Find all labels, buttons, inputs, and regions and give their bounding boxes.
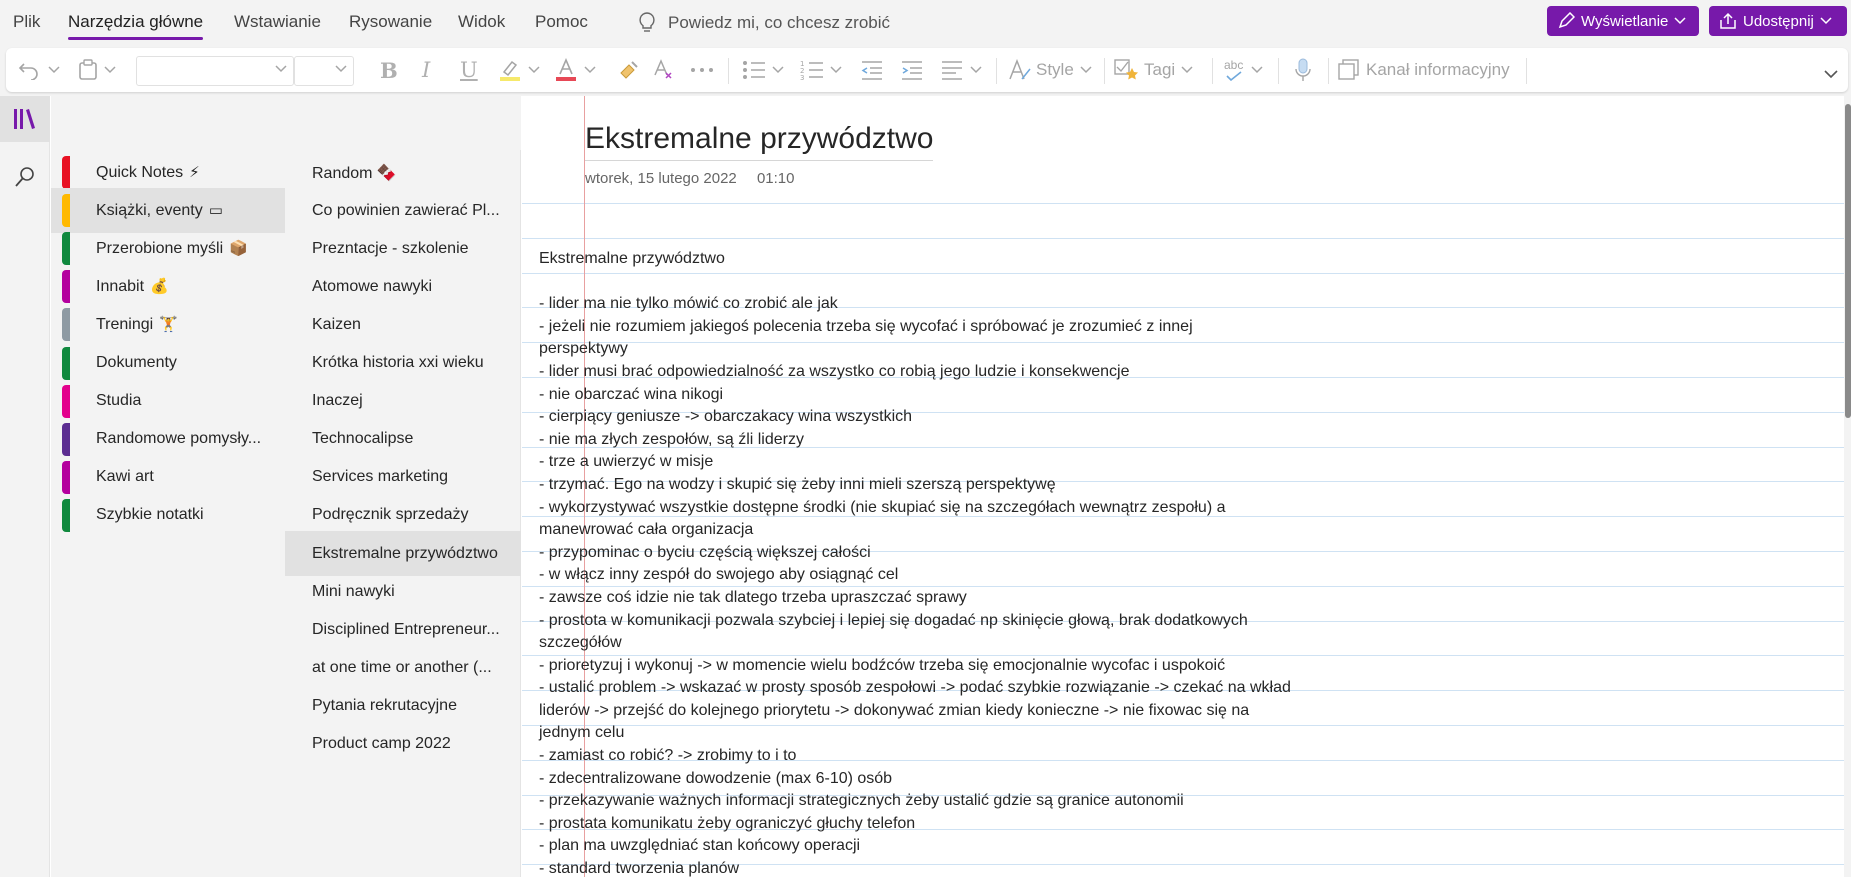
- activity-feed-button[interactable]: [1338, 58, 1510, 82]
- section-color-tab: [62, 194, 70, 227]
- separator: [728, 58, 729, 84]
- tab-wstawianie[interactable]: Wstawianie: [234, 12, 321, 31]
- page-title[interactable]: Ekstremalne przywództwo: [585, 122, 933, 161]
- chevron-down-icon: [275, 65, 287, 73]
- section-emoji: 🏋: [159, 316, 178, 334]
- section-label-text: Quick Notes: [96, 164, 184, 181]
- tags-label: Tagi: [1144, 60, 1176, 79]
- note-line: - nie obarczać wina nikogi: [539, 385, 724, 403]
- separator: [1278, 58, 1279, 84]
- numbering-button[interactable]: [800, 58, 842, 82]
- section-label-text: Innabit: [96, 278, 145, 296]
- page-time: 01:10: [756, 170, 795, 187]
- bold-button[interactable]: [380, 58, 398, 82]
- chevron-down-icon: [970, 66, 982, 74]
- highlighter-icon: [498, 58, 522, 82]
- clear-formatting-icon: [652, 59, 676, 81]
- feed-label: Kanał informacyjny: [1366, 60, 1510, 79]
- section-label-text: Przerobione myśli: [96, 240, 224, 258]
- note-heading: Ekstremalne przywództwo: [539, 250, 725, 267]
- section-label: [96, 277, 169, 296]
- format-painter-button[interactable]: [618, 58, 640, 82]
- note-line: - prioretyzuj i wykonuj -> w momencie wielu bodźców trzeba się emocjonalnie wycofac i uspokoić: [539, 656, 1226, 674]
- page-canvas[interactable]: [522, 96, 1844, 877]
- page-item[interactable]: Co powinien zawierać Pl...: [312, 201, 500, 219]
- spelling-button[interactable]: [1224, 58, 1263, 82]
- separator: [1328, 58, 1329, 84]
- collapse-ribbon-button[interactable]: [1824, 62, 1838, 86]
- font-size-select[interactable]: [294, 56, 354, 86]
- section-emoji: ⚡: [189, 164, 200, 181]
- font-color-button[interactable]: [554, 58, 596, 82]
- pages-list: [285, 150, 521, 877]
- note-line: - prostota w komunikacji pozwala szybciej i lepiej się dogadać np skinięcie głową, brak dodatkowych szczegółów: [539, 611, 1248, 652]
- highlight-button[interactable]: [498, 58, 540, 82]
- section-label-text: Książki, eventy: [96, 202, 203, 220]
- section-color-tab: [62, 308, 70, 341]
- note-line: - w włącz inny zespół do swojego aby osiągnąć cel: [539, 566, 899, 584]
- page-item[interactable]: Random 🍫: [312, 164, 397, 182]
- note-line: - lider ma nie tylko mówić co zrobić ale jak: [539, 295, 838, 313]
- svg-text:3: 3: [800, 74, 805, 81]
- section-label: [96, 506, 210, 524]
- rule-line: [522, 203, 1844, 204]
- italic-label: I: [422, 58, 431, 82]
- note-line: - trzymać. Ego na wodzy i skupić się żeby inni mieli szerszą perspektywę: [539, 475, 1056, 493]
- sections-list: [51, 96, 285, 877]
- section-label-text: Randomowe pomysły...: [96, 430, 262, 448]
- section-label: [96, 315, 178, 334]
- note-line: - cierpiący geniusze -> obarczakacy wina wszystkich: [539, 408, 913, 426]
- note-line: - standard tworzenia planów: [539, 860, 740, 877]
- page-item[interactable]: Inaczej: [312, 392, 363, 410]
- note-line: - jeżeli nie rozumiem jakiegoś polecenia trzeba się wycofać i spróbować je zrozumieć z innej perspektywy: [539, 317, 1193, 358]
- more-icon: [690, 67, 714, 73]
- share-button[interactable]: [1709, 6, 1847, 36]
- section-color-tab: [62, 347, 70, 380]
- chevron-down-icon: [830, 66, 842, 74]
- chevron-down-icon: [1080, 66, 1092, 74]
- ribbon-panel: [6, 48, 1848, 92]
- note-line: - wykorzystywać wszystkie dostępne środki (nie skupiać się na szczegółach wewnątrz zespołu) a manewrować cała organizacja: [539, 498, 1226, 539]
- section-emoji: 💰: [150, 278, 169, 296]
- scroll-thumb[interactable]: [1845, 104, 1851, 418]
- library-icon: [12, 107, 38, 131]
- note-line: - plan ma uwzględniać stan końcowy operacji: [539, 837, 861, 855]
- ribbon: [0, 44, 1851, 96]
- section-color-tab: [62, 423, 70, 456]
- note-container[interactable]: [539, 248, 1439, 877]
- rule-line: [522, 238, 1844, 239]
- page-item[interactable]: at one time or another (...: [312, 658, 492, 676]
- section-color-tab: [62, 156, 70, 189]
- bold-label: B: [380, 57, 398, 83]
- view-mode-button[interactable]: [1547, 6, 1699, 36]
- separator: [1212, 58, 1213, 84]
- microphone-icon: [1294, 58, 1312, 82]
- section-item[interactable]: [51, 493, 285, 538]
- page-item[interactable]: Product camp 2022: [312, 735, 451, 752]
- font-family-select[interactable]: [136, 56, 294, 86]
- chevron-down-icon: [104, 66, 116, 74]
- separator: [996, 58, 997, 84]
- underline-label: U: [460, 58, 478, 82]
- styles-icon: [1008, 59, 1032, 81]
- section-label: [96, 163, 200, 182]
- section-label: [96, 392, 147, 410]
- bullets-button[interactable]: [742, 58, 784, 82]
- undo-button[interactable]: [18, 58, 60, 82]
- note-line: - ustalić problem -> wskazać w prosty sposób zespołowi -> podać szybkie rozwiązanie -> czekać na wkład liderów -> przejść do kolejnego priorytetu -> dokonywać zmian kiedy konieczne -> nie fixowac się na jednym celu: [539, 679, 1291, 742]
- page-item[interactable]: Podręcznik sprzedaży: [312, 506, 469, 524]
- styles-label: Style: [1036, 60, 1074, 79]
- chevron-down-icon: [772, 66, 784, 74]
- section-emoji: ▭: [208, 202, 223, 220]
- numbered-list-icon: [800, 59, 824, 81]
- chevron-down-icon: [528, 66, 540, 74]
- alignment-button[interactable]: [940, 58, 982, 82]
- tags-button[interactable]: [1114, 58, 1193, 82]
- tab-widok[interactable]: Widok: [458, 12, 506, 31]
- section-color-tab: [62, 461, 70, 494]
- decrease-indent-button[interactable]: [860, 58, 884, 82]
- section-label-text: Szybkie notatki: [96, 506, 204, 524]
- section-color-tab: [62, 232, 70, 265]
- separator: [1526, 58, 1527, 84]
- underline-button[interactable]: [460, 58, 478, 82]
- section-label-text: Studia: [96, 392, 142, 410]
- tell-me-search[interactable]: [638, 12, 890, 34]
- font-color-icon: [554, 58, 578, 82]
- section-emoji: 📦: [229, 240, 248, 258]
- menu-bar: [0, 0, 1851, 44]
- navigation-rail: [0, 96, 50, 877]
- increase-indent-button[interactable]: [900, 58, 924, 82]
- page-item[interactable]: Disciplined Entrepreneur...: [312, 620, 500, 638]
- tell-me-label: Powiedz mi, co chcesz zrobić: [668, 13, 891, 32]
- page-item[interactable]: Technocalipse: [312, 430, 414, 448]
- notebooks-toggle[interactable]: [0, 96, 50, 142]
- view-mode-label: Wyświetlanie: [1581, 12, 1669, 30]
- styles-button[interactable]: [1008, 58, 1092, 82]
- note-line: - prostata komunikatu żeby ograniczyć głuchy telefon: [539, 814, 916, 832]
- scrollbar[interactable]: [1844, 96, 1851, 877]
- section-label-text: Treningi: [96, 316, 154, 334]
- page-item[interactable]: Ekstremalne przywództwo: [285, 531, 521, 576]
- tab-plik[interactable]: Plik: [13, 12, 41, 31]
- svg-text:2: 2: [800, 67, 805, 75]
- section-label: [96, 239, 248, 258]
- clipboard-icon: [78, 59, 98, 81]
- section-label: [96, 468, 160, 486]
- page-item[interactable]: Krótka historia xxi wieku: [312, 354, 484, 371]
- chevron-down-icon: [335, 65, 347, 73]
- clear-formatting-button[interactable]: [652, 58, 676, 82]
- section-label-text: Dokumenty: [96, 354, 177, 371]
- page-item[interactable]: Pytania rekrutacyjne: [312, 696, 457, 714]
- lightbulb-icon: [638, 12, 656, 34]
- section-color-tab: [62, 499, 70, 532]
- chevron-down-icon: [1820, 17, 1832, 25]
- pen-icon: [1557, 12, 1575, 30]
- share-label: Udostępnij: [1743, 12, 1814, 30]
- dictate-button[interactable]: [1294, 58, 1312, 82]
- bullet-list-icon: [742, 59, 766, 81]
- note-line: - przekazywanie ważnych informacji strategicznych żeby ustalić gdzie są granice autonomii: [539, 792, 1184, 810]
- page-item[interactable]: Prezntacje - szkolenie: [312, 239, 469, 257]
- more-options-button[interactable]: [690, 58, 714, 82]
- page-date: wtorek, 15 lutego 2022: [585, 170, 737, 187]
- note-line: - trze a uwierzyć w misje: [539, 453, 714, 471]
- search-button[interactable]: [0, 154, 50, 200]
- tag-star-icon: [1114, 58, 1140, 82]
- align-icon: [940, 59, 964, 81]
- page-item[interactable]: Atomowe nawyki: [312, 277, 433, 295]
- section-color-tab: [62, 385, 70, 418]
- tab-narzedzia-glowne[interactable]: Narzędzia główne: [68, 12, 204, 31]
- section-label: [96, 354, 183, 372]
- separator: [1104, 58, 1105, 84]
- search-icon: [14, 166, 36, 188]
- format-painter-icon: [618, 59, 640, 81]
- section-label-text: Kawi art: [96, 468, 154, 486]
- chevron-down-icon: [1251, 66, 1263, 74]
- chevron-down-icon: [1674, 17, 1686, 25]
- tab-rysowanie[interactable]: Rysowanie: [349, 12, 433, 31]
- note-line: - zawsze coś idzie nie tak dlatego trzeba upraszczać sprawy: [539, 588, 967, 606]
- chevron-down-icon: [48, 66, 60, 74]
- spelling-label: abc: [1224, 57, 1244, 72]
- feed-icon: [1338, 59, 1360, 81]
- page-item[interactable]: Kaizen: [312, 315, 361, 333]
- tab-pomoc[interactable]: Pomoc: [535, 12, 588, 31]
- increase-indent-icon: [900, 59, 924, 81]
- note-line: - lider musi brać odpowiedzialność za wszystko co robią jego ludzie i konsekwencje: [539, 362, 1130, 380]
- chevron-down-icon: [584, 66, 596, 74]
- page-item[interactable]: Mini nawyki: [312, 582, 395, 600]
- section-color-tab: [62, 270, 70, 303]
- paste-button[interactable]: [78, 58, 116, 82]
- section-label: [96, 430, 267, 448]
- svg-text:1: 1: [800, 60, 805, 68]
- note-line: - przypominac o byciu częścią większej całości: [539, 543, 871, 561]
- note-line: - zdecentralizowane dowodzenie (max 6-10) osób: [539, 769, 893, 787]
- chevron-down-icon: [1181, 66, 1193, 74]
- page-item[interactable]: Services marketing: [312, 468, 449, 486]
- page-meta: [585, 170, 795, 187]
- undo-icon: [18, 60, 40, 80]
- chevron-down-icon: [1824, 69, 1838, 79]
- share-icon: [1719, 12, 1737, 30]
- italic-button[interactable]: [422, 58, 430, 82]
- section-label: [96, 201, 223, 220]
- decrease-indent-icon: [860, 59, 884, 81]
- spelling-icon: [1224, 57, 1244, 81]
- note-line: - nie ma złych zespołów, są źli liderzy: [539, 430, 804, 448]
- note-line: - zamiast co robić? -> zrobimy to i to: [539, 747, 797, 765]
